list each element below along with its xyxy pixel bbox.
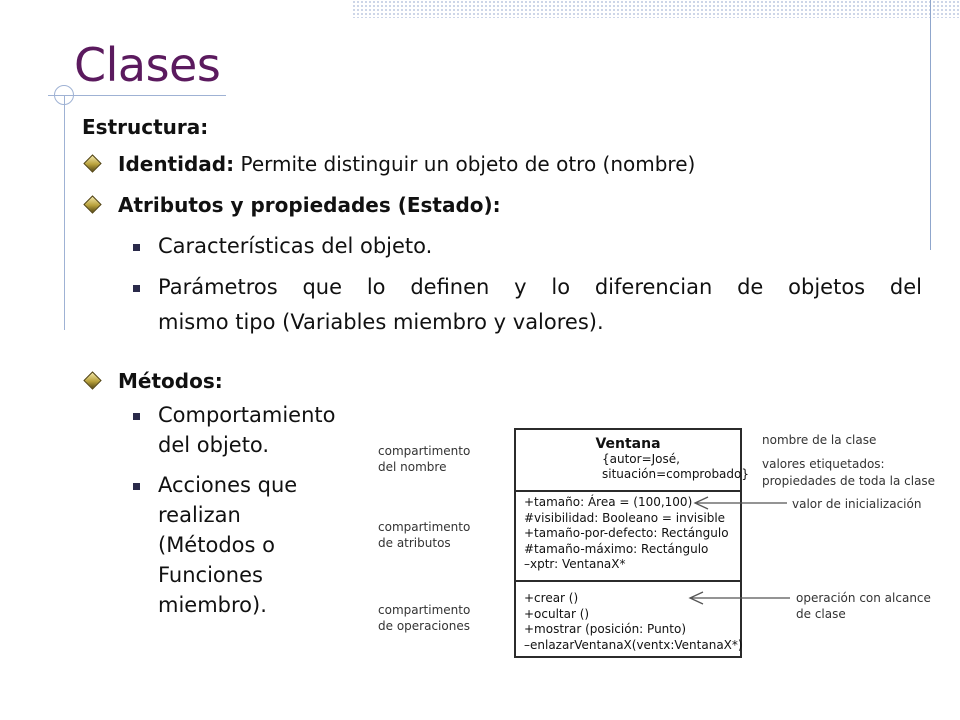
label-tagged-properties: propiedades de toda la clase [762, 474, 936, 488]
identidad-text: Permite distinguir un objeto de otro (nombre) [234, 152, 696, 176]
label-class-scope-2: de clase [796, 607, 846, 621]
atributos-item: Características del objeto. [158, 234, 433, 258]
section-heading: Estructura: [82, 115, 209, 139]
identidad-label: Identidad: [118, 152, 235, 176]
compartment-label-attributes: compartimento de atributos [378, 520, 471, 550]
attribute-row: #visibilidad: Booleano = invisible [524, 510, 726, 525]
metodos-label: Métodos: [118, 369, 223, 393]
operation-row: +mostrar (posición: Punto) [524, 622, 687, 636]
metodos-item: Comportamiento del objeto. [158, 403, 336, 457]
compartment-label-name: compartimento del nombre [378, 444, 471, 474]
label-class-scope-1: operación con alcance [796, 591, 931, 605]
operation-row: –enlazarVentanaX(ventx:VentanaX*) [524, 637, 743, 652]
class-name: Ventana [595, 436, 661, 452]
atributos-item: Parámetros que lo definen y lo diferencian de objetos del [158, 275, 922, 299]
attribute-row: #tamaño-máximo: Rectángulo [524, 541, 709, 556]
label-init-value: valor de inicialización [792, 497, 922, 511]
slide-title: Clases [74, 38, 221, 92]
label-class-name: nombre de la clase [762, 433, 877, 447]
tagged-value: {autor=José, [602, 452, 680, 466]
atributos-item-cont: mismo tipo (Variables miembro y valores). [158, 310, 604, 334]
label-tagged-values: valores etiquetados: [762, 457, 885, 471]
attribute-row: +tamaño: Área = (100,100) [524, 495, 693, 509]
atributos-label: Atributos y propiedades (Estado): [118, 193, 501, 217]
operation-row: +crear () [524, 591, 579, 605]
attribute-row: –xptr: VentanaX* [524, 557, 626, 571]
metodos-item: Acciones que realizan (Métodos o Funciones miembro). [158, 473, 298, 617]
attribute-row: +tamaño-por-defecto: Rectángulo [524, 526, 729, 540]
compartment-label-operations: compartimento de operaciones [378, 603, 471, 633]
tagged-value: situación=comprobado} [602, 467, 750, 481]
operation-row: +ocultar () [524, 606, 590, 621]
